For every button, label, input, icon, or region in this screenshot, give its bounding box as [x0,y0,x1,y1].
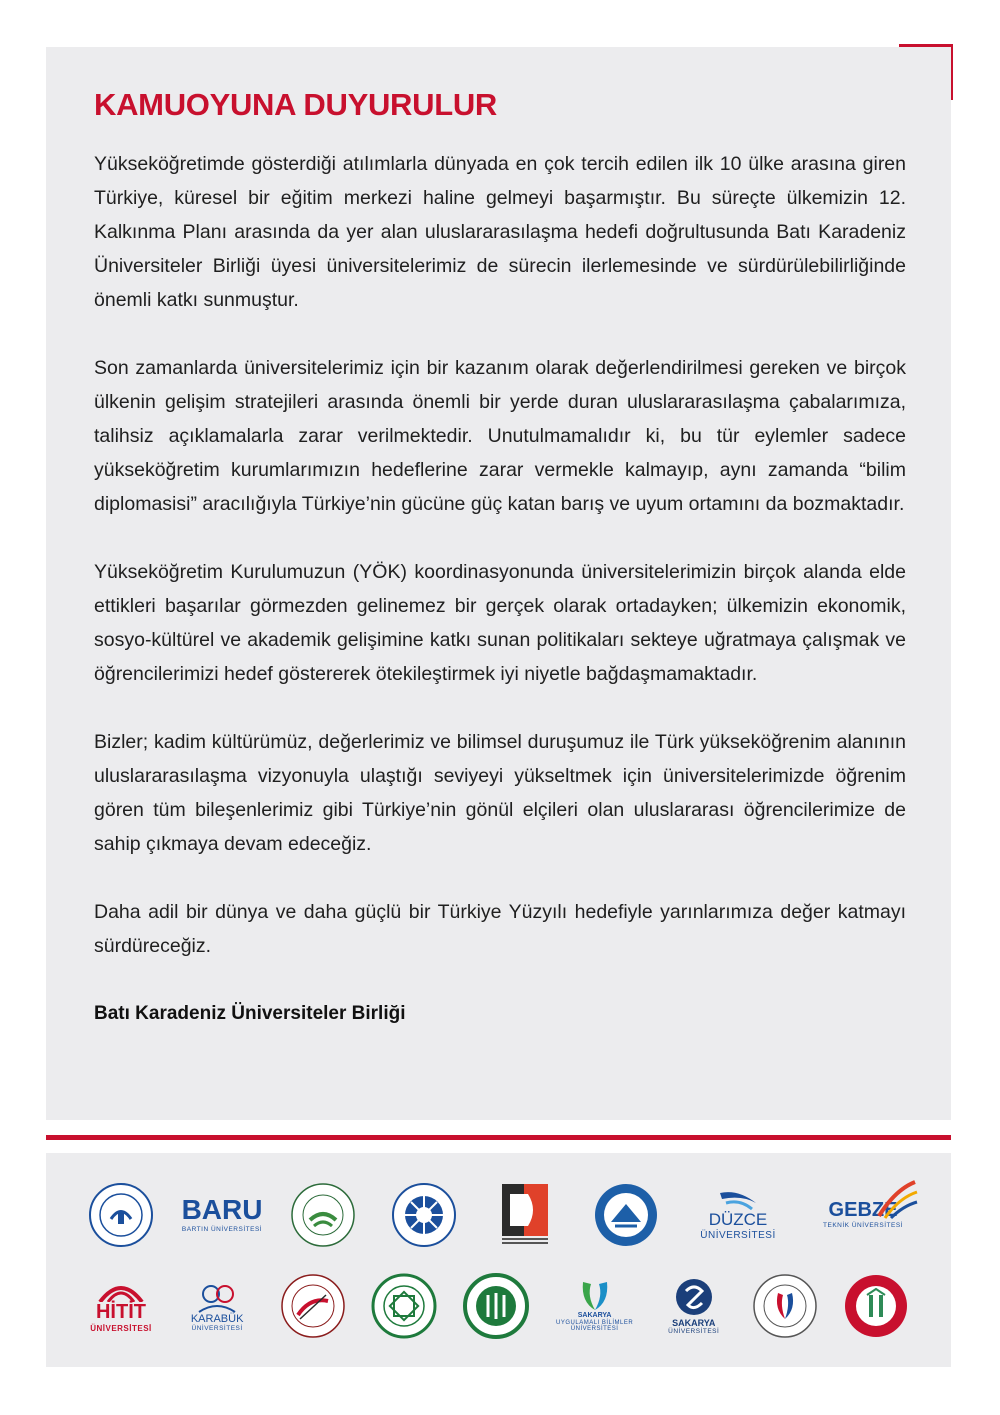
kostu-seal-icon [367,1269,441,1343]
karabuk-subtext: ÜNİVERSİTESİ [191,1324,243,1332]
yalova-seal-icon [748,1269,822,1343]
duzce-text: DÜZCE [708,1210,768,1229]
signature: Batı Karadeniz Üniversiteler Birliği [94,1003,406,1024]
red-divider [46,1135,951,1140]
karabuk-text: KARABÜK [190,1312,244,1325]
karabuk-owl-icon [175,1269,259,1343]
duzce-subtext: ÜNİVERSİTESİ [700,1230,776,1241]
paragraph-5: Daha adil bir dünya ve daha güçlü bir Türkiye Yüzyılı hedefiyle yarınlarımıza değer katmayı sürdüreceğiz. [94,901,906,957]
hitit-wordmark-icon [84,1269,158,1343]
paragraph-3: Yükseköğretim Kurulumuzun (YÖK) koordinasyonunda üniversitelerimizin birçok alanda elde ettikleri başarılar görmezden gelinemez bir gerçek olarak ortadayken; ülkemizin ekonomik, sosyo-kültürel ve akademik gelişimine katkı sunan politikaları sekteye uğratmaya çalışmak ve öğrencilerimizi hedef göstererek ötekileştirmek iyi niyetle bağdaşmamaktadır. [94,561,906,685]
sakarya-text: SAKARYA [672,1317,716,1328]
gebze-text: GEBZE [828,1199,898,1222]
subu-wordmark-icon [550,1269,640,1343]
gebze-wordmark-icon [813,1178,913,1252]
bursa-teknik-seal-icon [387,1178,461,1252]
sakarya-logo-icon [657,1269,731,1343]
bandirma-seal-icon [84,1178,158,1252]
hitit-subtext: ÜNİVERSİTESİ [90,1323,152,1333]
bolu-abant-seal-icon [286,1178,360,1252]
subu-text: SAKARYA [577,1312,612,1319]
sakarya-subtext: ÜNİVERSİTESİ [668,1327,720,1335]
university-logos-panel [46,1153,951,1367]
hitit-text: HİTİT [95,1300,146,1323]
gebze-subtext: TEKNİK ÜNİVERSİTESİ [823,1222,903,1230]
logo-row-1 [46,1175,951,1255]
announcement-panel [46,47,951,1120]
baru-subtext: BARTIN ÜNİVERSİTESİ [181,1226,263,1234]
subu-subtext: UYGULAMALI BİLİMLER ÜNİVERSİTESİ [556,1320,634,1332]
paragraph-4: Bizler; kadim kültürümüz, değerlerimiz ve bilimsel duruşumuz ile Türk yükseköğrenim alanının uluslararasılaşma vizyonuyla ulaştığı seviyeyi yükseltmek için üniversitelerimizde öğrenim gören tüm bileşenlerimiz gibi Türkiye’nin gönül elçileri olan uluslararası öğrencilerimize de sahip çıkmaya devam edeceğiz. [94,731,906,855]
paragraph-2: Son zamanlarda üniversitelerimiz için bir kazanım olarak değerlendirilmesi gereken ve birçok ülkenin gelişim stratejileri arasında önemli bir yerde duran uluslararasılaşma çabalarımıza, talihsiz açıklamalarla zarar verilmektedir. Unutulmamalıdır ki, bu tür eylemler sadece yükseköğretim kurumlarımızın hedeflerine zarar vermekle kalmayıp, aynı zamanda “bilim diplomasisi” aracılığıyla Türkiye’nin gücüne güç katan barış ve uyum ortamını da bozmaktadır. [94,357,906,515]
logo-row-2 [46,1266,951,1346]
kocaeli-seal-icon [459,1269,533,1343]
cankiri-seal-icon [589,1178,663,1252]
kastamonu-seal-icon [276,1269,350,1343]
baru-text: BARU [181,1194,263,1226]
duzce-wordmark-icon [690,1178,786,1252]
baru-wordmark-icon [181,1178,263,1252]
announcement-body [94,147,906,1031]
bilecik-logo-icon [488,1178,562,1252]
zonguldak-seal-icon [839,1269,913,1343]
announcement-title: KAMUOYUNA DUYURULUR [94,87,498,122]
paragraph-1: Yükseköğretimde gösterdiği atılımlarla dünyada en çok tercih edilen ilk 10 ülke arasına giren Türkiye, küresel bir eğitim merkezi haline gelmeyi başarmıştır. Bu süreçte ülkemizin 12. Kalkınma Planı arasında da yer alan uluslararasılaşma hedefi doğrultusunda Batı Karadeniz Üniversiteler Birliği üyesi üniversitelerimiz de sürecin ilerlemesinde ve sürdürülebilirliğinde önemli katkı sunmuştur. [94,153,906,311]
